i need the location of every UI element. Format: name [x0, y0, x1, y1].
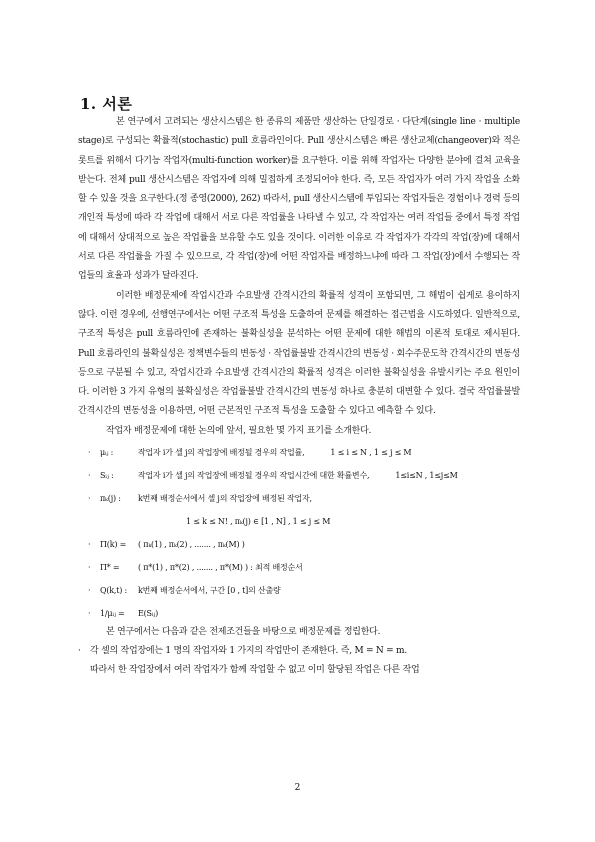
notation-list	[78, 441, 520, 625]
notation-symbol: μᵢⱼ :	[100, 448, 114, 458]
paragraph-assumptions-intro: 본 연구에서는 다음과 같은 전제조건들을 바탕으로 배정문제를 정립한다.	[106, 627, 381, 638]
assumption-continuation: 따라서 한 작업장에서 여러 작업자가 함께 작업할 수 없고 이미 할당된 작업은 다른 작업	[90, 665, 420, 676]
bullet-mark: ·	[88, 448, 91, 458]
body-text	[78, 113, 520, 680]
notation-item	[78, 579, 520, 602]
notation-definition: E(Sᵢⱼ)	[138, 609, 159, 619]
assumption-text: 각 셀의 작업장에는 1 명의 작업자와 1 가지의 작업만이 존재한다. 즉, M = N = m.	[90, 646, 407, 657]
notation-range: 1≤i≤N , 1≤j≤M	[395, 471, 458, 481]
notation-item	[78, 533, 520, 556]
notation-item	[78, 556, 520, 579]
notation-definition: ( πₖ(1) , πₖ(2) , ....... , πₖ(M) )	[138, 540, 245, 550]
section-heading: 1. 서론	[80, 95, 133, 113]
bullet-mark: ·	[88, 540, 91, 550]
bullet-mark: ·	[88, 563, 91, 573]
notation-item	[78, 487, 520, 510]
notation-item	[78, 441, 520, 464]
page-number: 2	[294, 783, 301, 793]
notation-symbol: Π(k) =	[100, 540, 127, 550]
notation-definition: 작업자 i가 셀 j의 작업장에 배정될 경우의 작업률,	[138, 448, 305, 458]
bullet-mark: ·	[88, 471, 91, 481]
notation-symbol: Q(k,t) :	[100, 586, 128, 596]
notation-symbol: Π* =	[100, 563, 120, 573]
notation-definition: 1 ≤ k ≤ N! , πₖ(j) ∈ [1 , N] , 1 ≤ j ≤ M	[186, 517, 331, 527]
bullet-mark: ·	[78, 646, 81, 657]
paragraph-notation-intro: 작업자 배정문제에 대한 논의에 앞서, 필요한 몇 가지 표기를 소개한다.	[106, 425, 372, 436]
notation-definition: ( π*(1) , π*(2) , ....... , π*(M) ) : 최적 배정순서	[138, 563, 303, 573]
notation-definition: 작업자 i가 셀 j의 작업장에 배정될 경우의 작업시간에 대한 확률변수,	[138, 471, 370, 481]
notation-item	[78, 602, 520, 625]
bullet-mark: ·	[88, 586, 91, 596]
notation-symbol: Sᵢⱼ :	[100, 471, 114, 481]
bullet-mark: ·	[88, 494, 91, 504]
notation-symbol: πₖ(j) :	[100, 494, 121, 504]
notation-definition: k번째 배정순서에서, 구간 [0 , t]의 산출량	[138, 586, 281, 596]
assumption-item	[78, 642, 520, 661]
paragraph-intro: 본 연구에서 고려되는 생산시스템은 한 종류의 제품만 생산하는 단일경로 · 다단계(single line · multiple stage)로 구성되는 확률적(stochastic) pull 흐름라인이다. Pull 생산시스템은 빠른 생산교체(changeover)와 적은 롯트를 위해서 다기능 작업자(multi-function worker)를 요구한다. 이를 위해 작업자는 다양한 분야에 걸쳐 교육을 받는다. 전체 pull 생산시스템은 작업자에 의해 밀접하게 조정되어야 한다. 즉, 모든 작업자가 여러 가지 작업을 소화할 수 있을 것을 요구한다.(정 종영(2000), 262) 따라서, pull 생산시스템에 투입되는 작업자들은 경험이나 경력 등의 개인적 특성에 따라 각 작업에 대해서 서로 다른 작업률을 나타낼 수 있고, 각 작업자는 여러 작업들 중에서 특정 작업에 대해서 상대적으로 높은 작업률을 보유할 수도 있을 것이다. 이러한 이유로 각 작업자가 각각의 작업(장)에 대해서 서로 다른 작업률을 가질 수 있으므로, 각 작업(장)에 어떤 작업자를 배정하느냐에 따라 그 작업(장)에서 수행되는 작업들의 효율과 성과가 달라진다.	[78, 117, 520, 282]
notation-item	[78, 464, 520, 487]
notation-definition: k번째 배정순서에서 셀 j의 작업장에 배정된 작업자,	[138, 494, 312, 504]
notation-range: 1 ≤ i ≤ N , 1 ≤ j ≤ M	[330, 448, 412, 458]
bullet-mark: ·	[88, 609, 91, 619]
notation-item-continuation	[78, 510, 520, 533]
paragraph-assignment-problem: 이러한 배정문제에 작업시간과 수요발생 간격시간의 확률적 성격이 포함되면, 그 해법이 쉽게로 용이하지 않다. 이런 경우에, 선행연구에서는 어떤 구조적 특성을 도출하여 문제를 해결하는 접근법을 시도하였다. 일반적으로, 구조적 특성은 pull 흐름라인에 존재하는 불확실성을 분석하는 어떤 문제에 대한 해법의 이론적 토대로 제시된다. Pull 흐름라인의 불확실성은 정책변수들의 변동성 · 작업률불발 간격시간의 변동성 · 회수주문도착 간격시간의 변동성 등으로 구분될 수 있고, 작업시간과 수요발생 간격시간의 확률적 성격은 이러한 불확실성을 유발시키는 주요 원인이다. 이러한 3 가지 유형의 불확실성은 작업률불발 간격시간의 변동성 하나로 충분히 대변할 수 있다. 결국 작업률불발 간격시간의 변동성을 이용하면, 어떤 근본적인 구조적 특성을 도출할 수 있다고 예측할 수 있다.	[78, 290, 520, 417]
notation-symbol: 1/μᵢⱼ =	[100, 609, 125, 619]
